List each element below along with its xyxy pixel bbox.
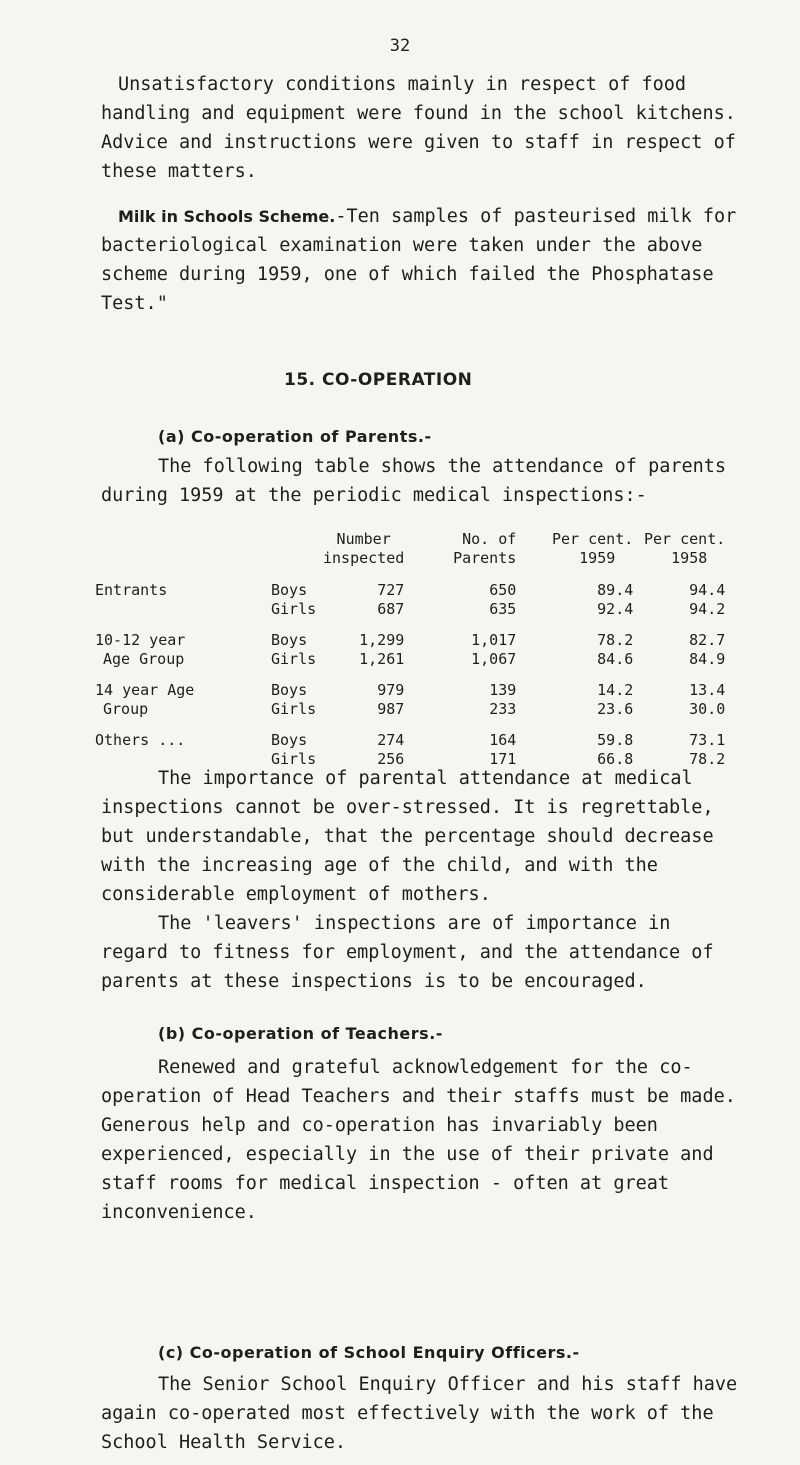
table-row: Age Group Girls 1,261 1,067 84.6 84.9 xyxy=(103,649,726,668)
table-header-row xyxy=(95,530,725,568)
enquiry-paragraph: The Senior School Enquiry Officer and his staff have again co-operated most effectively with the work of the School Health Service. xyxy=(101,1374,738,1453)
table-row: Entrants Boys 727 650 89.4 94.4 xyxy=(95,580,726,599)
header-number-inspected: Number inspected xyxy=(323,530,405,567)
attendance-table xyxy=(95,530,725,768)
intro-paragraph: Unsatisfactory conditions mainly in respect of food handling and equipment were found in the school kitchens. Advice and instructions were given to staff in respect of these matters. xyxy=(101,74,736,182)
table-row: Group Girls 987 233 23.6 30.0 xyxy=(103,699,726,718)
header-per-cent-1958: Per cent. 1958 xyxy=(644,530,726,567)
section-heading: 15. CO-OPERATION xyxy=(284,370,473,390)
importance-paragraph: The importance of parental attendance at medical inspections cannot be over-stressed. It is regrettable, but understandable, that the percentage should decrease with the increasing age of the child, and with the considerable employment of mothers. xyxy=(101,768,714,905)
table-row: 14 year Age Boys 979 139 14.2 13.4 xyxy=(95,680,726,699)
table-row: 10-12 year Boys 1,299 1,017 78.2 82.7 xyxy=(95,630,726,649)
milk-scheme-paragraph xyxy=(101,202,741,318)
milk-scheme-text: -Ten samples of pasteurised milk for bacteriological examination were taken under the above scheme during 1959, one of which failed the Phosphatase Test." xyxy=(101,206,737,314)
table-row: Others ... Boys 274 164 59.8 73.1 xyxy=(95,730,726,749)
table-row: Girls 687 635 92.4 94.2 xyxy=(271,599,726,618)
teachers-heading: (b) Co-operation of Teachers.- xyxy=(158,1024,443,1043)
page-number: 32 xyxy=(389,36,411,56)
teachers-paragraph: Renewed and grateful acknowledgement for the co-operation of Head Teachers and their staffs must be made. Generous help and co-operation has invariably been experienced, especially in the use of their private and staff rooms for medical inspection - often at great inconvenience. xyxy=(101,1057,736,1223)
parents-heading: (a) Co-operation of Parents.- xyxy=(158,427,432,446)
leavers-paragraph: The 'leavers' inspections are of importance in regard to fitness for employment, and the attendance of parents at these inspections is to be encouraged. xyxy=(101,913,714,992)
header-no-of-parents: No. of Parents xyxy=(453,530,517,567)
milk-scheme-heading: Milk in Schools Scheme. xyxy=(118,207,336,226)
enquiry-heading: (c) Co-operation of School Enquiry Officers.- xyxy=(158,1343,580,1362)
parents-intro: The following table shows the attendance of parents during 1959 at the periodic medical inspections:- xyxy=(101,456,727,506)
table-row: Girls 256 171 66.8 78.2 xyxy=(271,749,726,768)
header-per-cent-1959: Per cent. 1959 xyxy=(552,530,634,567)
